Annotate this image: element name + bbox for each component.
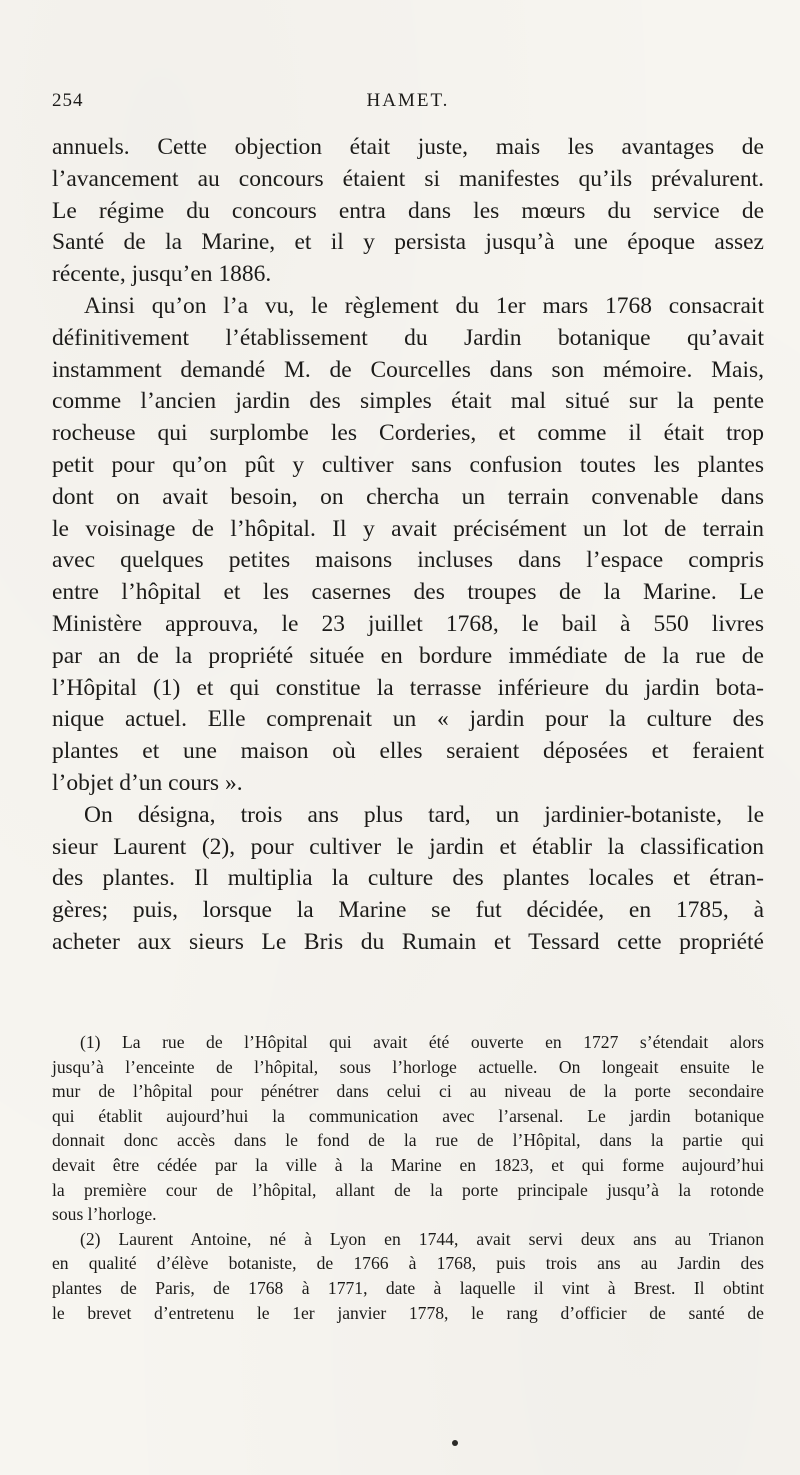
footnote-line: donnait donc accès dans le fond de la rue de l’Hôpital, dans la partie qui (52, 1130, 764, 1151)
body-line: l’objet d’un cours ». (52, 769, 243, 796)
footnote-line: plantes de Paris, de 1768 à 1771, date à laquelle il vint à Brest. Il obtint (52, 1277, 764, 1298)
body-line: dont on avait besoin, on chercha un terrain convenable dans (52, 483, 764, 510)
body-line: entre l’hôpital et les casernes des troupes de la Marine. Le (52, 579, 764, 606)
body-line: instamment demandé M. de Courcelles dans son mémoire. Mais, (52, 356, 764, 383)
body-line: sieur Laurent (2), pour cultiver le jardin et établir la classification (52, 833, 764, 860)
body-line: rocheuse qui surplombe les Corderies, et comme il était trop (52, 420, 764, 447)
body-line: Ainsi qu’on l’a vu, le règlement du 1er mars 1768 consacrait (84, 292, 764, 319)
body-line: nique actuel. Elle comprenait un « jardin pour la culture des (52, 706, 764, 733)
footnote-line: la première cour de l’hôpital, allant de la porte principale jusqu’à la rotonde (52, 1179, 764, 1200)
body-line: Santé de la Marine, et il y persista jusqu’à une époque assez (52, 229, 764, 256)
footnote-line: devait être cédée par la ville à la Marine en 1823, et qui forme aujourd’hui (52, 1154, 764, 1175)
body-line: plantes et une maison où elles seraient déposées et feraient (52, 738, 764, 765)
body-line: comme l’ancien jardin des simples était mal situé sur la pente (52, 388, 764, 415)
body-line: récente, jusqu’en 1886. (52, 261, 272, 288)
running-title: HAMET. (366, 90, 450, 111)
body-line: l’Hôpital (1) et qui constitue la terrasse inférieure du jardin bota- (52, 674, 764, 701)
body-line: des plantes. Il multiplia la culture des plantes locales et étran- (52, 865, 764, 892)
footnote-line: (1) La rue de l’Hôpital qui avait été ouverte en 1727 s’étendait alors (80, 1032, 764, 1052)
body-line: avec quelques petites maisons incluses dans l’espace compris (52, 547, 764, 574)
main-text (52, 132, 764, 959)
footnote-line: en qualité d’élève botaniste, de 1766 à 1768, puis trois ans au Jardin des (52, 1253, 764, 1274)
footnote-line: sous l’horloge. (52, 1204, 157, 1225)
footnote-line: qui établit aujourd’hui la communication avec l’arsenal. Le jardin botanique (52, 1105, 764, 1126)
body-line: acheter aux sieurs Le Bris du Rumain et Tessard cette propriété (52, 928, 764, 955)
body-line: On désigna, trois ans plus tard, un jardinier-botaniste, le (84, 801, 764, 828)
running-head (52, 90, 764, 120)
footnote-line: le brevet d’entretenu le 1er janvier 1778, le rang d’officier de santé de (52, 1302, 764, 1323)
body-line: par an de la propriété située en bordure immédiate de la rue de (52, 642, 764, 669)
body-line: gères; puis, lorsque la Marine se fut décidée, en 1785, à (52, 897, 764, 924)
footnotes (52, 1030, 764, 1325)
footnote-line: jusqu’à l’enceinte de l’hôpital, sous l’horloge actuelle. On longeait ensuite le (52, 1056, 764, 1077)
body-line: Le régime du concours entra dans les mœurs du service de (52, 197, 764, 224)
body-line: annuels. Cette objection était juste, mais les avantages de (52, 134, 764, 160)
footnote-line: (2) Laurent Antoine, né à Lyon en 1744, avait servi deux ans au Trianon (80, 1228, 764, 1249)
body-line: Ministère approuva, le 23 juillet 1768, le bail à 550 livres (52, 610, 764, 637)
ink-dot (452, 1440, 458, 1446)
body-line: le voisinage de l’hôpital. Il y avait précisément un lot de terrain (52, 515, 764, 542)
body-line: définitivement l’établissement du Jardin botanique qu’avait (52, 324, 764, 351)
footnote-line: mur de l’hôpital pour pénétrer dans celui ci au niveau de la porte secondaire (52, 1081, 764, 1102)
page-number: 254 (52, 90, 84, 111)
body-line: petit pour qu’on pût y cultiver sans confusion toutes les plantes (52, 451, 764, 478)
body-line: l’avancement au concours étaient si manifestes qu’ils prévalurent. (52, 165, 764, 192)
